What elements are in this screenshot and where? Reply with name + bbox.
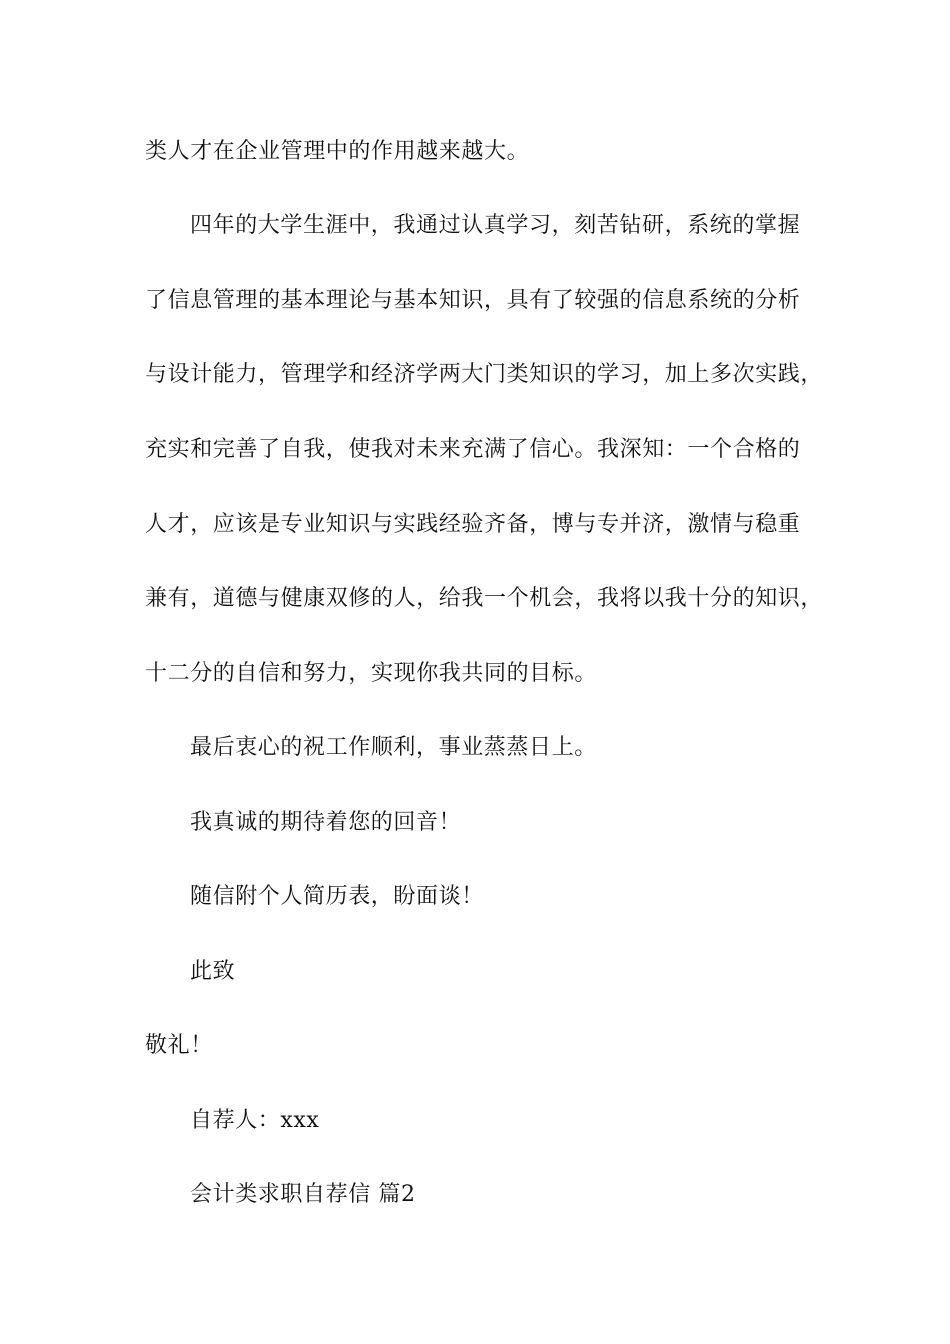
- text-line: 与设计能力，管理学和经济学两大门类知识的学习，加上多次实践，: [145, 362, 824, 387]
- salutation-jing-li: 敬礼！: [145, 1033, 213, 1058]
- text-line: 了信息管理的基本理论与基本知识，具有了较强的信息系统的分析: [145, 288, 801, 313]
- text-line: 十二分的自信和努力，实现你我共同的目标。: [145, 661, 598, 686]
- text-line: 兼有，道德与健康双修的人，给我一个机会，我将以我十分的知识，: [145, 586, 824, 611]
- salutation-ci-zhi: 此致: [190, 959, 236, 984]
- signature: 自荐人：xxx: [190, 1108, 320, 1133]
- section-heading: 会计类求职自荐信 篇2: [190, 1182, 416, 1207]
- closing-expectation: 我真诚的期待着您的回音！: [190, 810, 462, 835]
- text-line: 类人才在企业管理中的作用越来越大。: [145, 139, 530, 164]
- closing-wish: 最后衷心的祝工作顺利，事业蒸蒸日上。: [190, 735, 597, 760]
- text-line: 四年的大学生涯中，我通过认真学习，刻苦钻研，系统的掌握: [190, 213, 801, 238]
- text-line: 人才，应该是专业知识与实践经验齐备，博与专并济，激情与稳重: [145, 512, 801, 537]
- attachment-note: 随信附个人简历表，盼面谈！: [190, 884, 484, 909]
- text-line: 充实和完善了自我，使我对未来充满了信心。我深知：一个合格的: [145, 437, 801, 462]
